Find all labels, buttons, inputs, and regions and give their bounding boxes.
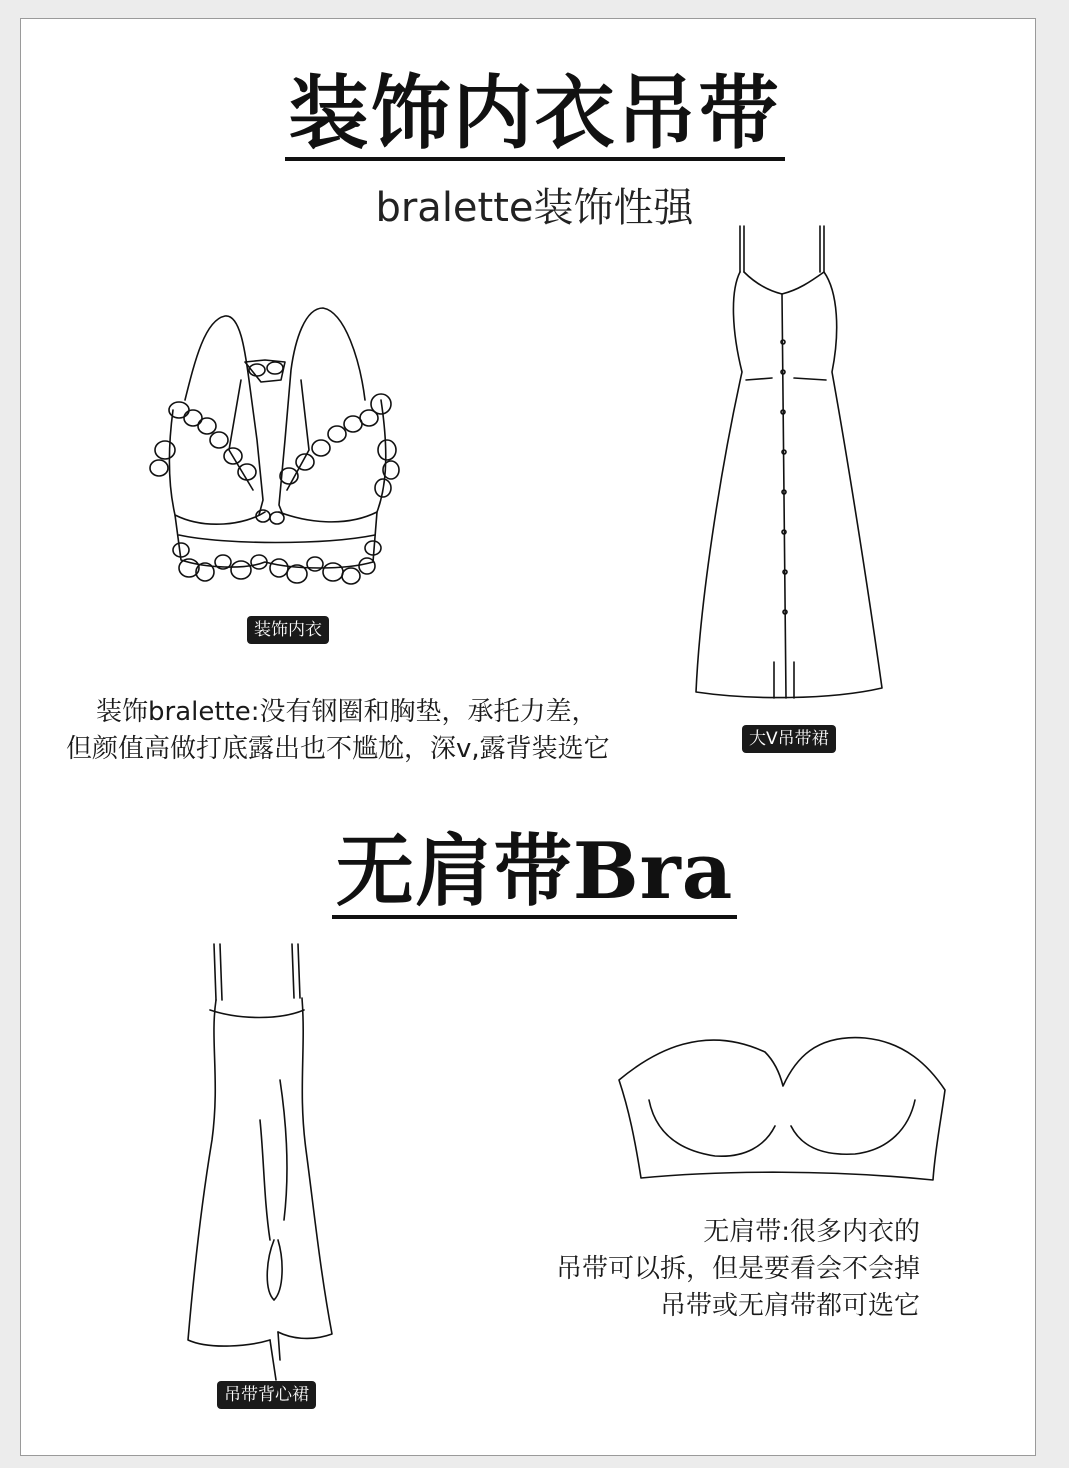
lace-bralette-icon xyxy=(145,300,405,600)
section1-description-line: 但颜值高做打底露出也不尴尬，深v,露背装选它 xyxy=(66,734,610,764)
section2-description xyxy=(500,1214,920,1325)
section2-title: 无肩带Bra xyxy=(0,826,1069,919)
section1-title: 装饰内衣吊带 xyxy=(0,66,1069,161)
section1-description-line: 装饰bralette:没有钢圈和胸垫，承托力差， xyxy=(96,697,598,727)
section2-description-line: 无肩带:很多内衣的 xyxy=(703,1217,920,1247)
strapless-bra-icon xyxy=(615,1030,950,1185)
section2-description-line: 吊带或无肩带都可选它 xyxy=(659,1291,920,1321)
bralette-tag: 装饰内衣 xyxy=(247,616,329,644)
section1-subtitle: bralette装饰性强 xyxy=(375,185,694,231)
button-dress-icon xyxy=(690,222,890,702)
slip-dress-icon xyxy=(180,940,350,1380)
section1-description xyxy=(66,694,610,768)
slip-tag: 吊带背心裙 xyxy=(217,1381,316,1409)
section2-description-line: 吊带可以拆，但是要看会不会掉 xyxy=(555,1254,920,1284)
dress-tag: 大V吊带裙 xyxy=(742,725,836,753)
